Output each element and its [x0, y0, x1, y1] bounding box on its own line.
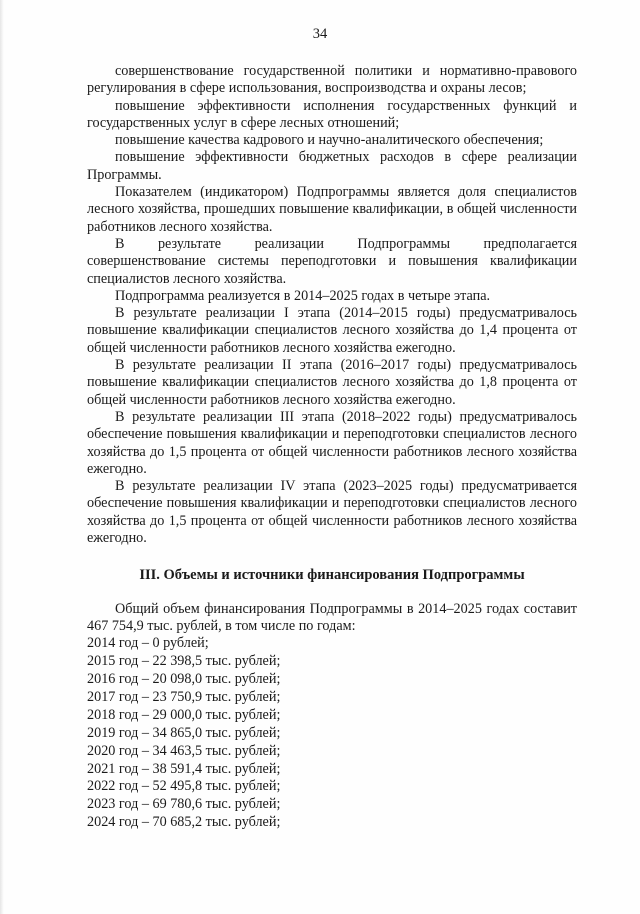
funding-year-item: 2015 год – 22 398,5 тыс. рублей; [87, 653, 281, 670]
paragraph: совершенствование государственной политики и нормативно-правового регулирования в сфере использования, воспроизводства и охраны лесов; [87, 63, 577, 97]
scan-edge-shadow [0, 0, 4, 914]
funding-year-item: 2022 год – 52 495,8 тыс. рублей; [87, 778, 281, 795]
funding-year-item: 2017 год – 23 750,9 тыс. рублей; [87, 688, 281, 705]
paragraph: В результате реализации Подпрограммы предполагается совершенствование системы переподготовки и повышения квалификации специалистов лесного хозяйства. [87, 235, 577, 287]
funding-year-item: 2014 год – 0 рублей; [87, 635, 209, 652]
funding-year-item: 2024 год – 70 685,2 тыс. рублей; [87, 814, 281, 831]
paragraph: В результате реализации IV этапа (2023–2025 годы) предусматривается обеспечение повышения квалификации и переподготовки специалистов лесного хозяйства до 1,5 процента от общей численности работников лесного хозяйства ежегодно. [87, 478, 577, 547]
paragraph: повышение качества кадрового и научно-аналитического обеспечения; [115, 132, 544, 149]
paragraph: Показателем (индикатором) Подпрограммы является доля специалистов лесного хозяйства, прошедших повышение квалификации, в общей численности работников лесного хозяйства. [87, 184, 577, 235]
funding-year-list [87, 635, 577, 832]
paragraph: В результате реализации III этапа (2018–2022 годы) предусматривалось обеспечение повышения квалификации и переподготовки специалистов лесного хозяйства до 1,5 процента от общей численности работников лесного хозяйства ежегодно. [87, 408, 577, 477]
funding-year-item: 2023 год – 69 780,6 тыс. рублей; [87, 796, 281, 813]
funding-intro: Общий объем финансирования Подпрограммы в 2014–2025 годах составит 467 754,9 тыс. рублей, в том числе по годам: [87, 600, 577, 634]
funding-year-item: 2020 год – 34 463,5 тыс. рублей; [87, 742, 281, 759]
paragraph: повышение эффективности бюджетных расходов в сфере реализации Программы. [87, 149, 577, 183]
funding-year-item: 2016 год – 20 098,0 тыс. рублей; [87, 671, 281, 688]
funding-year-item: 2018 год – 29 000,0 тыс. рублей; [87, 706, 281, 723]
section-title: III. Объемы и источники финансирования Подпрограммы [139, 567, 525, 584]
document-body [87, 63, 577, 832]
paragraph: В результате реализации II этапа (2016–2017 годы) предусматривалось повышение квалификации специалистов лесного хозяйства до 1,8 процента от общей численности работников лесного хозяйства ежегодно. [87, 357, 577, 408]
paragraph: Подпрограмма реализуется в 2014–2025 годах в четыре этапа. [115, 287, 491, 304]
page-number: 34 [312, 26, 328, 42]
paragraph: В результате реализации I этапа (2014–2015 годы) предусматривалось повышение квалификации специалистов лесного хозяйства до 1,4 процента от общей численности работников лесного хозяйства ежегодно. [87, 305, 577, 356]
paragraph: повышение эффективности исполнения государственных функций и государственных услуг в сфере лесных отношений; [87, 97, 577, 131]
funding-year-item: 2019 год – 34 865,0 тыс. рублей; [87, 724, 281, 741]
funding-year-item: 2021 год – 38 591,4 тыс. рублей; [87, 760, 281, 777]
